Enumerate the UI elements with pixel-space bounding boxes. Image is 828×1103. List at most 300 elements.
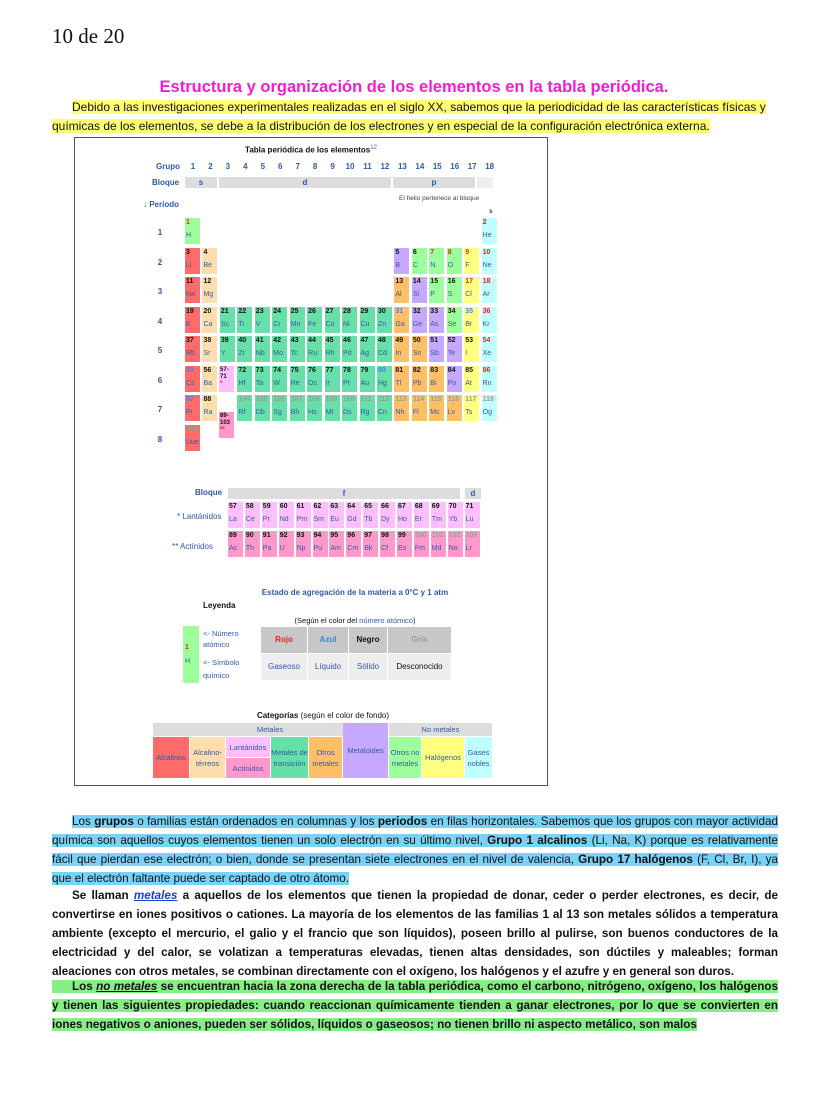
atomic-number: 53 <box>465 337 473 344</box>
element-ca[interactable] <box>202 307 218 334</box>
element-zr[interactable] <box>237 336 253 363</box>
period-label-4: 4 <box>157 316 163 326</box>
element-symbol: Sr <box>203 350 211 357</box>
atomic-number: 115 <box>430 396 442 403</box>
element-symbol: Og <box>482 409 492 416</box>
atomic-number: 30 <box>377 307 386 315</box>
atomic-number: 27 <box>325 307 334 315</box>
period-label-5: 5 <box>157 346 163 355</box>
element-symbol: Nd <box>279 516 289 523</box>
atomic-number: 44 <box>308 337 316 344</box>
element-tb[interactable] <box>363 502 379 529</box>
element-co[interactable] <box>325 307 341 334</box>
element-symbol: Ds <box>343 409 352 416</box>
element-lv[interactable] <box>447 395 463 422</box>
atomic-number: 32 <box>412 307 421 315</box>
group-header-17: 17 <box>467 162 477 171</box>
element-sc[interactable] <box>220 307 236 334</box>
legend-simbolo-label: <- Símbolo químico <box>203 658 240 680</box>
periodic-table-title: Tabla periódica de los elementos$^{12}$ <box>245 145 377 155</box>
element-o[interactable] <box>447 248 463 275</box>
element-pd[interactable] <box>342 336 358 363</box>
element-symbol: F <box>465 261 470 269</box>
element-re[interactable] <box>290 366 306 393</box>
element-cl[interactable] <box>464 277 480 304</box>
element-au[interactable] <box>360 366 376 393</box>
element-zn[interactable] <box>377 307 393 334</box>
element-symbol: He <box>482 232 492 239</box>
element-mo[interactable] <box>272 336 288 363</box>
element-symbol: Ra <box>203 409 213 416</box>
element-nb[interactable] <box>255 336 271 363</box>
element-symbol: Sc <box>220 320 230 328</box>
element-si[interactable] <box>412 277 428 304</box>
element-symbol: Al <box>395 291 402 298</box>
element-symbol: Md <box>431 545 442 552</box>
element-symbol: As <box>430 320 439 328</box>
element-symbol: Ru <box>308 350 318 357</box>
element-tm[interactable] <box>431 502 447 529</box>
atomic-number: 62 <box>313 503 322 510</box>
element-p[interactable] <box>429 277 445 304</box>
element-symbol: Es <box>398 545 407 552</box>
element-pr[interactable] <box>262 502 278 529</box>
grupo-label: Grupo <box>156 162 180 171</box>
element-symbol: Kr <box>482 320 490 328</box>
element-bi[interactable] <box>429 366 445 393</box>
element-symbol: Ir <box>325 379 330 387</box>
element-tl[interactable] <box>394 366 410 393</box>
element-symbol: Si <box>412 291 420 298</box>
atomic-number: 9 <box>465 248 470 256</box>
element-ds[interactable] <box>342 395 358 422</box>
cat-actinidos: Actínidos <box>226 758 271 779</box>
element-ts[interactable] <box>464 395 480 422</box>
element-f[interactable] <box>464 248 480 275</box>
element-symbol: Cm <box>347 545 359 552</box>
atomic-number: 108 <box>308 396 320 403</box>
element-symbol: Rg <box>360 409 370 416</box>
element-i[interactable] <box>464 336 480 363</box>
element-symbol: Li <box>186 261 192 269</box>
element-symbol: Pb <box>412 379 422 387</box>
atomic-number: 51 <box>430 337 439 344</box>
intro-paragraph <box>52 98 778 136</box>
element-y[interactable] <box>220 336 236 363</box>
element-al[interactable] <box>394 277 410 304</box>
element-symbol: Xe <box>482 350 492 357</box>
atomic-number: 89 <box>229 532 237 539</box>
element-ce[interactable] <box>245 502 261 529</box>
element-symbol: Er <box>414 516 422 523</box>
element-mt[interactable] <box>325 395 341 422</box>
atomic-number: 71 <box>465 503 474 510</box>
element-symbol: P <box>430 291 435 298</box>
atomic-number: 92 <box>279 532 288 539</box>
element-cn[interactable] <box>377 395 393 422</box>
helio-note-block: s <box>489 208 493 215</box>
atomic-number: 34 <box>447 307 456 315</box>
atomic-number: 85 <box>465 366 473 374</box>
group-header-5: 5 <box>260 162 266 171</box>
element-ar[interactable] <box>482 277 498 304</box>
element-ni[interactable] <box>342 307 358 334</box>
element-symbol: C <box>412 261 418 269</box>
atomic-number: 39 <box>220 337 229 344</box>
element-be[interactable] <box>202 248 218 275</box>
element-cu[interactable] <box>360 307 376 334</box>
element-sm[interactable] <box>313 502 329 529</box>
state-title: Estado de agregación de la materia a 0°C y 1 atm <box>261 588 449 597</box>
element-rh[interactable] <box>325 336 341 363</box>
atomic-number: 26 <box>308 307 316 315</box>
atomic-number: 59 <box>262 503 271 510</box>
element-symbol: Po <box>447 379 457 387</box>
atomic-number: 36 <box>482 307 491 315</box>
metales-link[interactable]: metales <box>133 889 178 902</box>
element-at[interactable] <box>464 366 480 393</box>
element-hg[interactable] <box>377 366 393 393</box>
group-header-12: 12 <box>380 162 390 171</box>
element-symbol: Fm <box>414 545 425 552</box>
atomic-number: 57 <box>229 503 237 510</box>
intro-text: Debido a las investigaciones experimentales realizadas en el siglo XX, sabemos que la periodicidad de las características físicas y químicas de los elementos, se debe a la distribución de los electrones y en especial de la configuración electrónica externa. <box>52 100 766 133</box>
element-cd[interactable] <box>377 336 393 363</box>
cat-halogenos: Halógenos <box>422 737 465 779</box>
atomic-number: 88 <box>203 396 212 403</box>
atomic-number: 70 <box>448 503 457 510</box>
group-header-11: 11 <box>363 162 372 171</box>
atomic-number: 81 <box>395 366 404 374</box>
element-mg[interactable] <box>202 277 218 304</box>
lanthanide-placeholder: 57- 71 * <box>219 366 235 393</box>
element-gd[interactable] <box>346 502 362 529</box>
element-pb[interactable] <box>412 366 428 393</box>
element-v[interactable] <box>255 307 271 334</box>
atomic-number: 100 <box>414 532 427 539</box>
atomic-number: 90 <box>245 532 254 539</box>
element-no[interactable] <box>448 531 464 558</box>
element-ir[interactable] <box>325 366 341 393</box>
element-fm[interactable] <box>414 531 430 558</box>
element-po[interactable] <box>447 366 463 393</box>
atomic-number: 61 <box>296 503 305 510</box>
state-color-0: Rojo <box>261 627 307 653</box>
element-symbol: W <box>273 379 280 387</box>
element-md[interactable] <box>431 531 447 558</box>
element-hs[interactable] <box>307 395 323 422</box>
element-og[interactable] <box>482 395 498 422</box>
element-symbol: Cf <box>381 545 389 552</box>
element-symbol: Rb <box>186 350 195 357</box>
atomic-number: 23 <box>255 307 264 315</box>
atomic-number: 6 <box>412 248 417 256</box>
element-cf[interactable] <box>380 531 396 558</box>
element-symbol: H <box>186 232 192 239</box>
element-symbol: Mg <box>203 291 214 298</box>
element-yb[interactable] <box>448 502 464 529</box>
element-hf[interactable] <box>237 366 253 393</box>
element-symbol: U <box>279 545 285 552</box>
element-symbol: S <box>447 291 453 298</box>
atomic-number: 103 <box>465 532 478 539</box>
atomic-number: 73 <box>255 366 264 374</box>
element-pu[interactable] <box>313 531 329 558</box>
element-symbol: Se <box>447 320 457 328</box>
periodo-label: ↓ Período <box>143 200 180 209</box>
element-pm[interactable] <box>296 502 312 529</box>
group-header-2: 2 <box>208 162 213 171</box>
element-sn[interactable] <box>412 336 428 363</box>
element-symbol: Yb <box>448 516 458 523</box>
element-eu[interactable] <box>329 502 345 529</box>
element-dy[interactable] <box>380 502 396 529</box>
element-ac[interactable] <box>228 531 244 558</box>
element-symbol: Fl <box>412 409 419 416</box>
element-bk[interactable] <box>363 531 379 558</box>
element-nd[interactable] <box>279 502 295 529</box>
atomic-number: 7 <box>430 248 435 256</box>
element-lu[interactable] <box>465 502 481 529</box>
atomic-number: 69 <box>431 503 440 510</box>
element-symbol: In <box>395 350 402 357</box>
element-mn[interactable] <box>290 307 306 334</box>
atomic-number: 54 <box>482 337 491 344</box>
element-am[interactable] <box>329 531 345 558</box>
atomic-number: 21 <box>220 307 229 315</box>
element-symbol: Ho <box>398 516 407 523</box>
element-he[interactable] <box>482 218 498 245</box>
period-label-3: 3 <box>157 287 163 296</box>
atomic-number: 104 <box>238 396 251 403</box>
atomic-number: 19 <box>186 307 194 315</box>
element-nh[interactable] <box>394 395 410 422</box>
atomic-number: 99 <box>398 532 406 539</box>
atomic-number: 118 <box>482 396 494 403</box>
element-ru[interactable] <box>307 336 323 363</box>
element-se[interactable] <box>447 307 463 334</box>
atomic-number: 101 <box>431 532 444 539</box>
element-symbol: Lu <box>465 516 474 523</box>
state-color-2: Negro <box>349 627 387 653</box>
atomic-number: 87 <box>186 396 194 403</box>
element-symbol: Am <box>330 545 341 552</box>
atomic-number: 67 <box>398 503 406 510</box>
element-w[interactable] <box>272 366 288 393</box>
element-symbol: Tl <box>395 379 402 387</box>
element-symbol: Zr <box>238 350 245 357</box>
atomic-number: 56 <box>203 366 212 374</box>
element-ga[interactable] <box>394 307 410 334</box>
atomic-number: 72 <box>238 366 247 374</box>
element-symbol: Nb <box>255 350 265 357</box>
period-label-6: 6 <box>157 375 163 385</box>
element-symbol: Tm <box>431 516 442 523</box>
element-np[interactable] <box>296 531 312 558</box>
legend-title: Leyenda <box>203 601 236 610</box>
element-sg[interactable] <box>272 395 288 422</box>
element-kr[interactable] <box>482 307 498 334</box>
element-k[interactable] <box>185 307 201 334</box>
element-ge[interactable] <box>412 307 428 334</box>
element-la[interactable] <box>228 502 244 529</box>
element-mc[interactable] <box>429 395 445 422</box>
categories-title: Categorías (según el color de fondo) <box>256 711 390 720</box>
atomic-number: 64 <box>347 503 356 510</box>
element-pa[interactable] <box>262 531 278 558</box>
element-db[interactable] <box>255 395 271 422</box>
element-ba[interactable] <box>202 366 218 393</box>
element-na[interactable] <box>185 277 201 304</box>
element-symbol: Te <box>447 350 456 357</box>
element-rn[interactable] <box>482 366 498 393</box>
element-symbol: Eu <box>330 516 339 523</box>
group-header-6: 6 <box>278 162 283 171</box>
group-header-3: 3 <box>225 162 231 171</box>
element-er[interactable] <box>414 502 430 529</box>
period-label-2: 2 <box>157 257 163 267</box>
element-symbol: Y <box>220 350 226 357</box>
bloque-label-f: Bloque <box>195 488 223 497</box>
element-symbol: V <box>255 320 261 328</box>
atomic-number: 80 <box>377 366 386 374</box>
element-es[interactable] <box>397 531 413 558</box>
element-symbol: Pd <box>343 350 352 357</box>
element-ag[interactable] <box>360 336 376 363</box>
periodic-table-image <box>74 137 548 786</box>
atomic-number: 4 <box>203 248 208 256</box>
atomic-number: 60 <box>279 503 288 510</box>
atomic-number: 50 <box>412 337 421 344</box>
atomic-number: 28 <box>343 307 351 315</box>
element-fe[interactable] <box>307 307 323 334</box>
element-symbol: Lv <box>447 409 456 416</box>
element-symbol: Cn <box>377 409 387 416</box>
atomic-number: 38 <box>203 337 212 344</box>
element-rg[interactable] <box>360 395 376 422</box>
cat-gases-nobles: Gases nobles <box>465 737 493 779</box>
atomic-number: 66 <box>381 503 389 510</box>
actinide-placeholder: 89- 103 ** <box>219 412 235 439</box>
element-li[interactable] <box>185 248 201 275</box>
element-symbol: Hs <box>308 409 317 416</box>
element-symbol: Cd <box>377 350 387 357</box>
element-symbol: Os <box>308 379 318 387</box>
atomic-number: 15 <box>430 278 439 285</box>
atomic-number: 24 <box>273 307 282 315</box>
atomic-number: 107 <box>290 396 303 403</box>
element-ra[interactable] <box>202 395 218 422</box>
element-s[interactable] <box>447 277 463 304</box>
atomic-number: 10 <box>482 248 491 256</box>
atomic-number: 82 <box>412 366 421 374</box>
element-symbol: Sb <box>430 350 439 357</box>
element-symbol: Sm <box>313 516 324 523</box>
paragraph-no-metales: Los no metales se encuentran hacia la zona derecha de la tabla periódica, como el carbono, nitrógeno, oxígeno, los halógenos y tienen las siguientes propiedades: cuando reaccionan químicamente tienden a ganar electrones, por lo que se convierten en iones negativos o aniones, pueden ser sólidos, líquidos o gaseosos; no tienen brillo ni aspecto metálico, son malos <box>52 980 779 1031</box>
state-name-1: Líquido <box>308 654 348 680</box>
element-uue[interactable] <box>185 425 201 452</box>
element-symbol: Bi <box>430 379 437 387</box>
state-name-3: Desconocido <box>388 654 451 680</box>
atomic-number: 75 <box>290 366 299 374</box>
atomic-number: 113 <box>395 396 407 403</box>
element-as[interactable] <box>429 307 445 334</box>
element-ta[interactable] <box>255 366 271 393</box>
element-symbol: Hg <box>377 379 387 387</box>
element-symbol: B <box>395 261 401 269</box>
cat-otros-metales: Otros metales <box>309 737 343 779</box>
atomic-number: 49 <box>395 337 404 344</box>
reference-link[interactable]: 12 <box>370 145 377 151</box>
group-header-4: 4 <box>243 162 248 171</box>
atomic-number: 78 <box>343 366 351 374</box>
page-title: Estructura y organización de los elementos en la tabla periódica. <box>159 78 669 96</box>
group-header-13: 13 <box>397 162 407 171</box>
element-symbol: Ba <box>203 379 212 387</box>
atomic-number: 41 <box>255 337 264 344</box>
element-symbol: Tb <box>364 516 373 523</box>
atomic-number: 117 <box>465 396 477 403</box>
element-th[interactable] <box>245 531 261 558</box>
element-symbol: Mo <box>273 350 283 357</box>
cat-otros-no-metales: Otros no metales <box>389 737 422 779</box>
element-ne[interactable] <box>482 248 498 275</box>
block-p-bar: p <box>393 177 475 188</box>
element-sr[interactable] <box>202 336 218 363</box>
element-symbol: Sg <box>273 409 282 416</box>
element-os[interactable] <box>307 366 323 393</box>
element-tc[interactable] <box>290 336 306 363</box>
element-xe[interactable] <box>482 336 498 363</box>
atomic-number: 68 <box>414 503 423 510</box>
element-h[interactable] <box>185 218 201 245</box>
element-symbol: Mc <box>430 409 440 416</box>
state-color-3: Gris <box>388 627 451 653</box>
group-header-8: 8 <box>312 162 318 171</box>
element-br[interactable] <box>464 307 480 334</box>
atomic-number: 18 <box>482 278 491 285</box>
element-u[interactable] <box>279 531 295 558</box>
element-fr[interactable] <box>185 395 201 422</box>
element-rf[interactable] <box>237 395 253 422</box>
element-symbol: Mt <box>325 409 334 416</box>
element-rb[interactable] <box>185 336 201 363</box>
atomic-number: 45 <box>325 337 334 344</box>
element-symbol: Br <box>465 320 473 328</box>
element-c[interactable] <box>412 248 428 275</box>
element-lr[interactable] <box>465 531 481 558</box>
element-ti[interactable] <box>237 307 253 334</box>
element-bh[interactable] <box>290 395 306 422</box>
element-symbol: I <box>465 350 468 357</box>
element-te[interactable] <box>447 336 463 363</box>
element-cr[interactable] <box>272 307 288 334</box>
element-cs[interactable] <box>185 366 201 393</box>
no-metales-link[interactable]: no metales <box>96 980 158 993</box>
atomic-number: 96 <box>347 532 356 539</box>
element-sb[interactable] <box>429 336 445 363</box>
group-header-16: 16 <box>450 162 460 171</box>
period-label-7: 7 <box>157 405 163 414</box>
element-ho[interactable] <box>397 502 413 529</box>
element-cm[interactable] <box>346 531 362 558</box>
element-symbol: Rh <box>325 350 335 357</box>
element-fl[interactable] <box>412 395 428 422</box>
element-pt[interactable] <box>342 366 358 393</box>
element-n[interactable] <box>429 248 445 275</box>
element-in[interactable] <box>394 336 410 363</box>
element-b[interactable] <box>394 248 410 275</box>
